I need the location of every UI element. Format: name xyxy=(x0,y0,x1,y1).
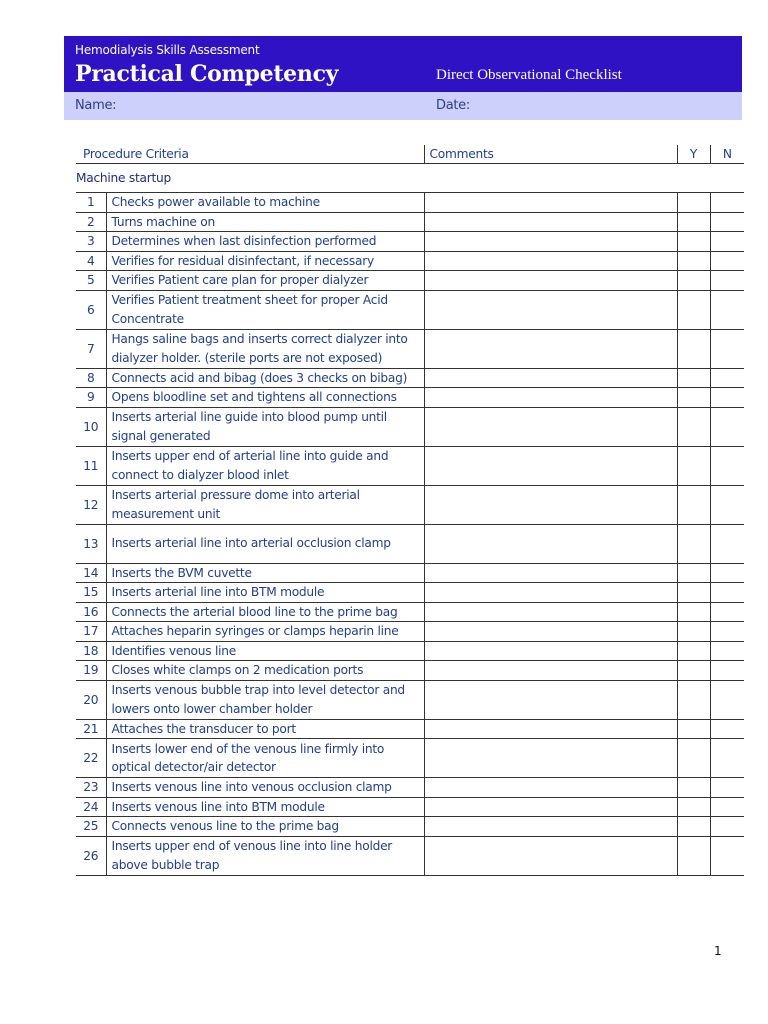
table-row xyxy=(76,622,744,642)
no-cell[interactable] xyxy=(710,407,744,446)
row-number: 16 xyxy=(76,602,106,622)
table-row xyxy=(76,719,744,739)
comments-cell[interactable] xyxy=(424,622,677,642)
no-cell[interactable] xyxy=(710,739,744,778)
table-row xyxy=(76,388,744,408)
document-title: Practical Competency xyxy=(75,61,339,87)
table-row xyxy=(76,797,744,817)
row-criteria: Inserts arterial line guide into blood pump until signal generated xyxy=(106,407,424,446)
row-number: 8 xyxy=(76,368,106,388)
no-cell[interactable] xyxy=(710,641,744,661)
row-number: 22 xyxy=(76,739,106,778)
table-row xyxy=(76,446,744,485)
yes-cell[interactable] xyxy=(677,797,710,817)
comments-cell[interactable] xyxy=(424,583,677,603)
row-number: 2 xyxy=(76,212,106,232)
yes-cell[interactable] xyxy=(677,251,710,271)
row-criteria: Checks power available to machine xyxy=(106,193,424,213)
section-row xyxy=(76,164,744,193)
row-number: 10 xyxy=(76,407,106,446)
row-criteria: Turns machine on xyxy=(106,212,424,232)
comments-cell[interactable] xyxy=(424,563,677,583)
no-cell[interactable] xyxy=(710,602,744,622)
row-criteria: Determines when last disinfection performed xyxy=(106,232,424,252)
no-cell[interactable] xyxy=(710,446,744,485)
table-row xyxy=(76,485,744,524)
comments-cell[interactable] xyxy=(424,212,677,232)
yes-cell[interactable] xyxy=(677,290,710,329)
row-criteria: Verifies Patient care plan for proper dialyzer xyxy=(106,271,424,291)
row-number: 14 xyxy=(76,563,106,583)
table-row xyxy=(76,661,744,681)
yes-cell[interactable] xyxy=(677,563,710,583)
no-cell[interactable] xyxy=(710,719,744,739)
yes-cell[interactable] xyxy=(677,836,710,875)
header-yes: Y xyxy=(677,145,710,164)
row-criteria: Hangs saline bags and inserts correct dialyzer into dialyzer holder. (sterile ports are not exposed) xyxy=(106,329,424,368)
row-number: 13 xyxy=(76,524,106,563)
row-criteria: Connects venous line to the prime bag xyxy=(106,817,424,837)
row-number: 25 xyxy=(76,817,106,837)
row-criteria: Verifies Patient treatment sheet for proper Acid Concentrate xyxy=(106,290,424,329)
row-criteria: Inserts lower end of the venous line firmly into optical detector/air detector xyxy=(106,739,424,778)
comments-cell[interactable] xyxy=(424,271,677,291)
yes-cell[interactable] xyxy=(677,446,710,485)
row-number: 3 xyxy=(76,232,106,252)
table-row xyxy=(76,836,744,875)
comments-cell[interactable] xyxy=(424,524,677,563)
comments-cell[interactable] xyxy=(424,290,677,329)
table-row xyxy=(76,739,744,778)
comments-cell[interactable] xyxy=(424,232,677,252)
header-banner xyxy=(64,36,742,92)
no-cell[interactable] xyxy=(710,290,744,329)
row-number: 15 xyxy=(76,583,106,603)
comments-cell[interactable] xyxy=(424,251,677,271)
comments-cell[interactable] xyxy=(424,719,677,739)
row-number: 18 xyxy=(76,641,106,661)
row-number: 6 xyxy=(76,290,106,329)
table-row xyxy=(76,524,744,563)
comments-cell[interactable] xyxy=(424,797,677,817)
comments-cell[interactable] xyxy=(424,193,677,213)
no-cell[interactable] xyxy=(710,778,744,798)
no-cell[interactable] xyxy=(710,271,744,291)
yes-cell[interactable] xyxy=(677,739,710,778)
yes-cell[interactable] xyxy=(677,817,710,837)
table-row xyxy=(76,778,744,798)
row-number: 12 xyxy=(76,485,106,524)
section-title: Machine startup xyxy=(76,164,744,193)
row-number: 11 xyxy=(76,446,106,485)
comments-cell[interactable] xyxy=(424,836,677,875)
row-number: 5 xyxy=(76,271,106,291)
table-row xyxy=(76,680,744,719)
yes-cell[interactable] xyxy=(677,622,710,642)
table-row xyxy=(76,602,744,622)
row-criteria: Inserts arterial pressure dome into arterial measurement unit xyxy=(106,485,424,524)
no-cell[interactable] xyxy=(710,817,744,837)
yes-cell[interactable] xyxy=(677,368,710,388)
no-cell[interactable] xyxy=(710,329,744,368)
yes-cell[interactable] xyxy=(677,271,710,291)
comments-cell[interactable] xyxy=(424,485,677,524)
comments-cell[interactable] xyxy=(424,641,677,661)
row-criteria: Inserts upper end of arterial line into guide and connect to dialyzer blood inlet xyxy=(106,446,424,485)
table-row xyxy=(76,407,744,446)
no-cell[interactable] xyxy=(710,622,744,642)
no-cell[interactable] xyxy=(710,388,744,408)
yes-cell[interactable] xyxy=(677,193,710,213)
table-row xyxy=(76,817,744,837)
header-comments: Comments xyxy=(424,145,677,164)
row-criteria: Connects the arterial blood line to the prime bag xyxy=(106,602,424,622)
no-cell[interactable] xyxy=(710,251,744,271)
row-criteria: Inserts arterial line into arterial occlusion clamp xyxy=(106,524,424,563)
row-criteria: Inserts the BVM cuvette xyxy=(106,563,424,583)
no-cell[interactable] xyxy=(710,563,744,583)
table-row xyxy=(76,368,744,388)
comments-cell[interactable] xyxy=(424,388,677,408)
document-subtitle: Hemodialysis Skills Assessment xyxy=(75,43,260,57)
page-number: 1 xyxy=(714,944,722,958)
table-row xyxy=(76,583,744,603)
row-number: 9 xyxy=(76,388,106,408)
row-number: 21 xyxy=(76,719,106,739)
yes-cell[interactable] xyxy=(677,641,710,661)
row-criteria: Attaches heparin syringes or clamps heparin line xyxy=(106,622,424,642)
no-cell[interactable] xyxy=(710,680,744,719)
row-number: 1 xyxy=(76,193,106,213)
row-number: 4 xyxy=(76,251,106,271)
table-row xyxy=(76,290,744,329)
comments-cell[interactable] xyxy=(424,407,677,446)
row-criteria: Inserts venous bubble trap into level detector and lowers onto lower chamber holder xyxy=(106,680,424,719)
name-label: Name: xyxy=(75,98,117,113)
table-row xyxy=(76,329,744,368)
comments-cell[interactable] xyxy=(424,778,677,798)
table-row xyxy=(76,232,744,252)
yes-cell[interactable] xyxy=(677,680,710,719)
yes-cell[interactable] xyxy=(677,407,710,446)
row-criteria: Verifies for residual disinfectant, if necessary xyxy=(106,251,424,271)
table-row xyxy=(76,563,744,583)
table-row xyxy=(76,641,744,661)
no-cell[interactable] xyxy=(710,661,744,681)
table-row xyxy=(76,271,744,291)
row-number: 17 xyxy=(76,622,106,642)
table-row xyxy=(76,193,744,213)
comments-cell[interactable] xyxy=(424,661,677,681)
comments-cell[interactable] xyxy=(424,817,677,837)
header-procedure-criteria: Procedure Criteria xyxy=(76,145,424,164)
yes-cell[interactable] xyxy=(677,778,710,798)
comments-cell[interactable] xyxy=(424,446,677,485)
no-cell[interactable] xyxy=(710,524,744,563)
header-no: N xyxy=(710,145,744,164)
comments-cell[interactable] xyxy=(424,602,677,622)
row-criteria: Inserts arterial line into BTM module xyxy=(106,583,424,603)
yes-cell[interactable] xyxy=(677,661,710,681)
table-header-row xyxy=(76,145,744,164)
table-row xyxy=(76,251,744,271)
no-cell[interactable] xyxy=(710,212,744,232)
comments-cell[interactable] xyxy=(424,329,677,368)
yes-cell[interactable] xyxy=(677,212,710,232)
row-number: 20 xyxy=(76,680,106,719)
row-criteria: Inserts venous line into venous occlusion clamp xyxy=(106,778,424,798)
row-criteria: Attaches the transducer to port xyxy=(106,719,424,739)
table-row xyxy=(76,212,744,232)
yes-cell[interactable] xyxy=(677,719,710,739)
row-number: 24 xyxy=(76,797,106,817)
comments-cell[interactable] xyxy=(424,680,677,719)
name-date-bar xyxy=(64,92,742,120)
comments-cell[interactable] xyxy=(424,739,677,778)
row-criteria: Connects acid and bibag (does 3 checks on bibag) xyxy=(106,368,424,388)
yes-cell[interactable] xyxy=(677,602,710,622)
yes-cell[interactable] xyxy=(677,583,710,603)
no-cell[interactable] xyxy=(710,797,744,817)
row-criteria: Identifies venous line xyxy=(106,641,424,661)
row-number: 7 xyxy=(76,329,106,368)
comments-cell[interactable] xyxy=(424,368,677,388)
checklist-table xyxy=(76,145,744,876)
form-type: Direct Observational Checklist xyxy=(436,67,622,83)
row-number: 26 xyxy=(76,836,106,875)
yes-cell[interactable] xyxy=(677,329,710,368)
yes-cell[interactable] xyxy=(677,524,710,563)
no-cell[interactable] xyxy=(710,836,744,875)
row-criteria: Closes white clamps on 2 medication ports xyxy=(106,661,424,681)
row-criteria: Inserts upper end of venous line into line holder above bubble trap xyxy=(106,836,424,875)
no-cell[interactable] xyxy=(710,368,744,388)
no-cell[interactable] xyxy=(710,583,744,603)
row-number: 23 xyxy=(76,778,106,798)
no-cell[interactable] xyxy=(710,193,744,213)
date-label: Date: xyxy=(436,98,470,113)
yes-cell[interactable] xyxy=(677,388,710,408)
no-cell[interactable] xyxy=(710,232,744,252)
row-criteria: Opens bloodline set and tightens all connections xyxy=(106,388,424,408)
row-criteria: Inserts venous line into BTM module xyxy=(106,797,424,817)
no-cell[interactable] xyxy=(710,485,744,524)
row-number: 19 xyxy=(76,661,106,681)
yes-cell[interactable] xyxy=(677,485,710,524)
yes-cell[interactable] xyxy=(677,232,710,252)
